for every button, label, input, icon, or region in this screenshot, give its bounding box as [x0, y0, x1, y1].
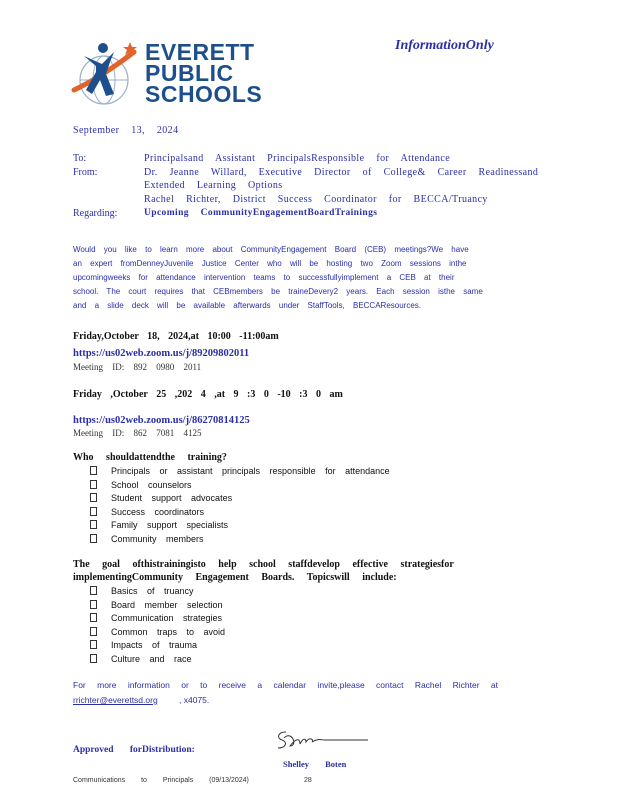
- list-item: Principals or assistant principals responsible for attendance: [90, 466, 390, 480]
- logo-line-everett: EVERETT: [145, 39, 255, 65]
- regarding-value: Upcoming CommunityEngagementBoardTrainings: [144, 208, 378, 218]
- contact-email-link[interactable]: rrichter@everettsd.org: [73, 695, 158, 705]
- contact-extension: , x4075.: [179, 695, 210, 705]
- session-2-title: Friday ,October 25 ,202 4 ,at 9 :3 0 -10 :3 0 am: [73, 389, 343, 400]
- session-1-title: Friday,October 18, 2024,at 10:00 -11:00am: [73, 331, 279, 342]
- bullet-icon: [90, 640, 97, 649]
- regarding-label: Regarding:: [73, 208, 118, 219]
- signature-icon: [272, 728, 372, 754]
- bullet-icon: [90, 480, 97, 489]
- goal-line-2: implementingCommunity Engagement Boards. Topicswill include:: [73, 572, 397, 583]
- list-item: Culture and race: [90, 654, 225, 668]
- who-list: [90, 466, 390, 547]
- bullet-icon: [90, 600, 97, 609]
- list-item: Basics of truancy: [90, 586, 225, 600]
- from-line-3: Rachel Richter, District Success Coordinator for BECCA/Truancy: [144, 194, 488, 205]
- list-item: Family support specialists: [90, 520, 390, 534]
- bullet-icon: [90, 507, 97, 516]
- footer-text: Communications to Principals (09/13/2024): [73, 777, 249, 784]
- session-2-zoom-link[interactable]: https://us02web.zoom.us/j/86270814125: [73, 415, 250, 426]
- memo-date: September 13, 2024: [73, 125, 179, 136]
- list-item: Community members: [90, 534, 390, 548]
- bullet-icon: [90, 520, 97, 529]
- list-item: School counselors: [90, 480, 390, 494]
- page-number: 28: [304, 777, 312, 784]
- topics-list: [90, 586, 225, 667]
- district-logo: [70, 38, 263, 110]
- bullet-icon: [90, 466, 97, 475]
- bullet-icon: [90, 613, 97, 622]
- session-2-meeting-id: Meeting ID: 862 7081 4125: [73, 428, 202, 438]
- to-value: Principalsand Assistant PrincipalsResponsible for Attendance: [144, 153, 451, 164]
- information-only-label: InformationOnly: [395, 38, 494, 53]
- intro-line: Would you like to learn more about CommunityEngagement Board (CEB) meetings?We have: [73, 245, 469, 254]
- session-1-meeting-id: Meeting ID: 892 0980 2011: [73, 362, 202, 372]
- bullet-icon: [90, 654, 97, 663]
- goal-line-1: The goal ofthistrainingisto help school staffdevelop effective strategiesfor: [73, 559, 454, 570]
- list-item: Impacts of trauma: [90, 640, 225, 654]
- list-item: Common traps to avoid: [90, 627, 225, 641]
- logo-line-schools: SCHOOLS: [145, 81, 263, 107]
- to-label: To:: [73, 153, 87, 164]
- list-item: Student support advocates: [90, 493, 390, 507]
- intro-paragraph: [73, 243, 483, 313]
- bullet-icon: [90, 586, 97, 595]
- list-item: Communication strategies: [90, 613, 225, 627]
- bullet-icon: [90, 534, 97, 543]
- from-line-2: Extended Learning Options: [144, 180, 283, 191]
- approver-name: Shelley Boten: [283, 759, 347, 769]
- list-item: Board member selection: [90, 600, 225, 614]
- bullet-icon: [90, 493, 97, 502]
- bullet-icon: [90, 627, 97, 636]
- intro-line: and a slide deck will be available afterwards under StaffTools, BECCAResources.: [73, 301, 421, 310]
- list-item: Success coordinators: [90, 507, 390, 521]
- intro-line: upcomingweeks for attendance intervention teams to successfullyimplement a CEB at their: [73, 273, 455, 282]
- who-heading: Who shouldattendthe training?: [73, 452, 227, 463]
- logo-figure-icon: [70, 38, 142, 110]
- intro-line: an expert fromDenneyJuvenile Justice Center who will be hosting two Zoom sessions inthe: [73, 259, 467, 268]
- contact-line: For more information or to receive a calendar invite,please contact Rachel Richter at: [73, 680, 499, 690]
- approved-label: Approved forDistribution:: [73, 745, 195, 755]
- contact-email-row: [73, 695, 209, 705]
- from-label: From:: [73, 167, 98, 178]
- logo-line-public: PUBLIC: [145, 60, 234, 86]
- session-1-zoom-link[interactable]: https://us02web.zoom.us/j/89209802011: [73, 348, 250, 359]
- from-line-1: Dr. Jeanne Willard, Executive Director of College& Career Readinessand: [144, 167, 539, 178]
- intro-line: school. The court requires that CEBmembers be traineDevery2 years. Each session isthe same: [73, 287, 483, 296]
